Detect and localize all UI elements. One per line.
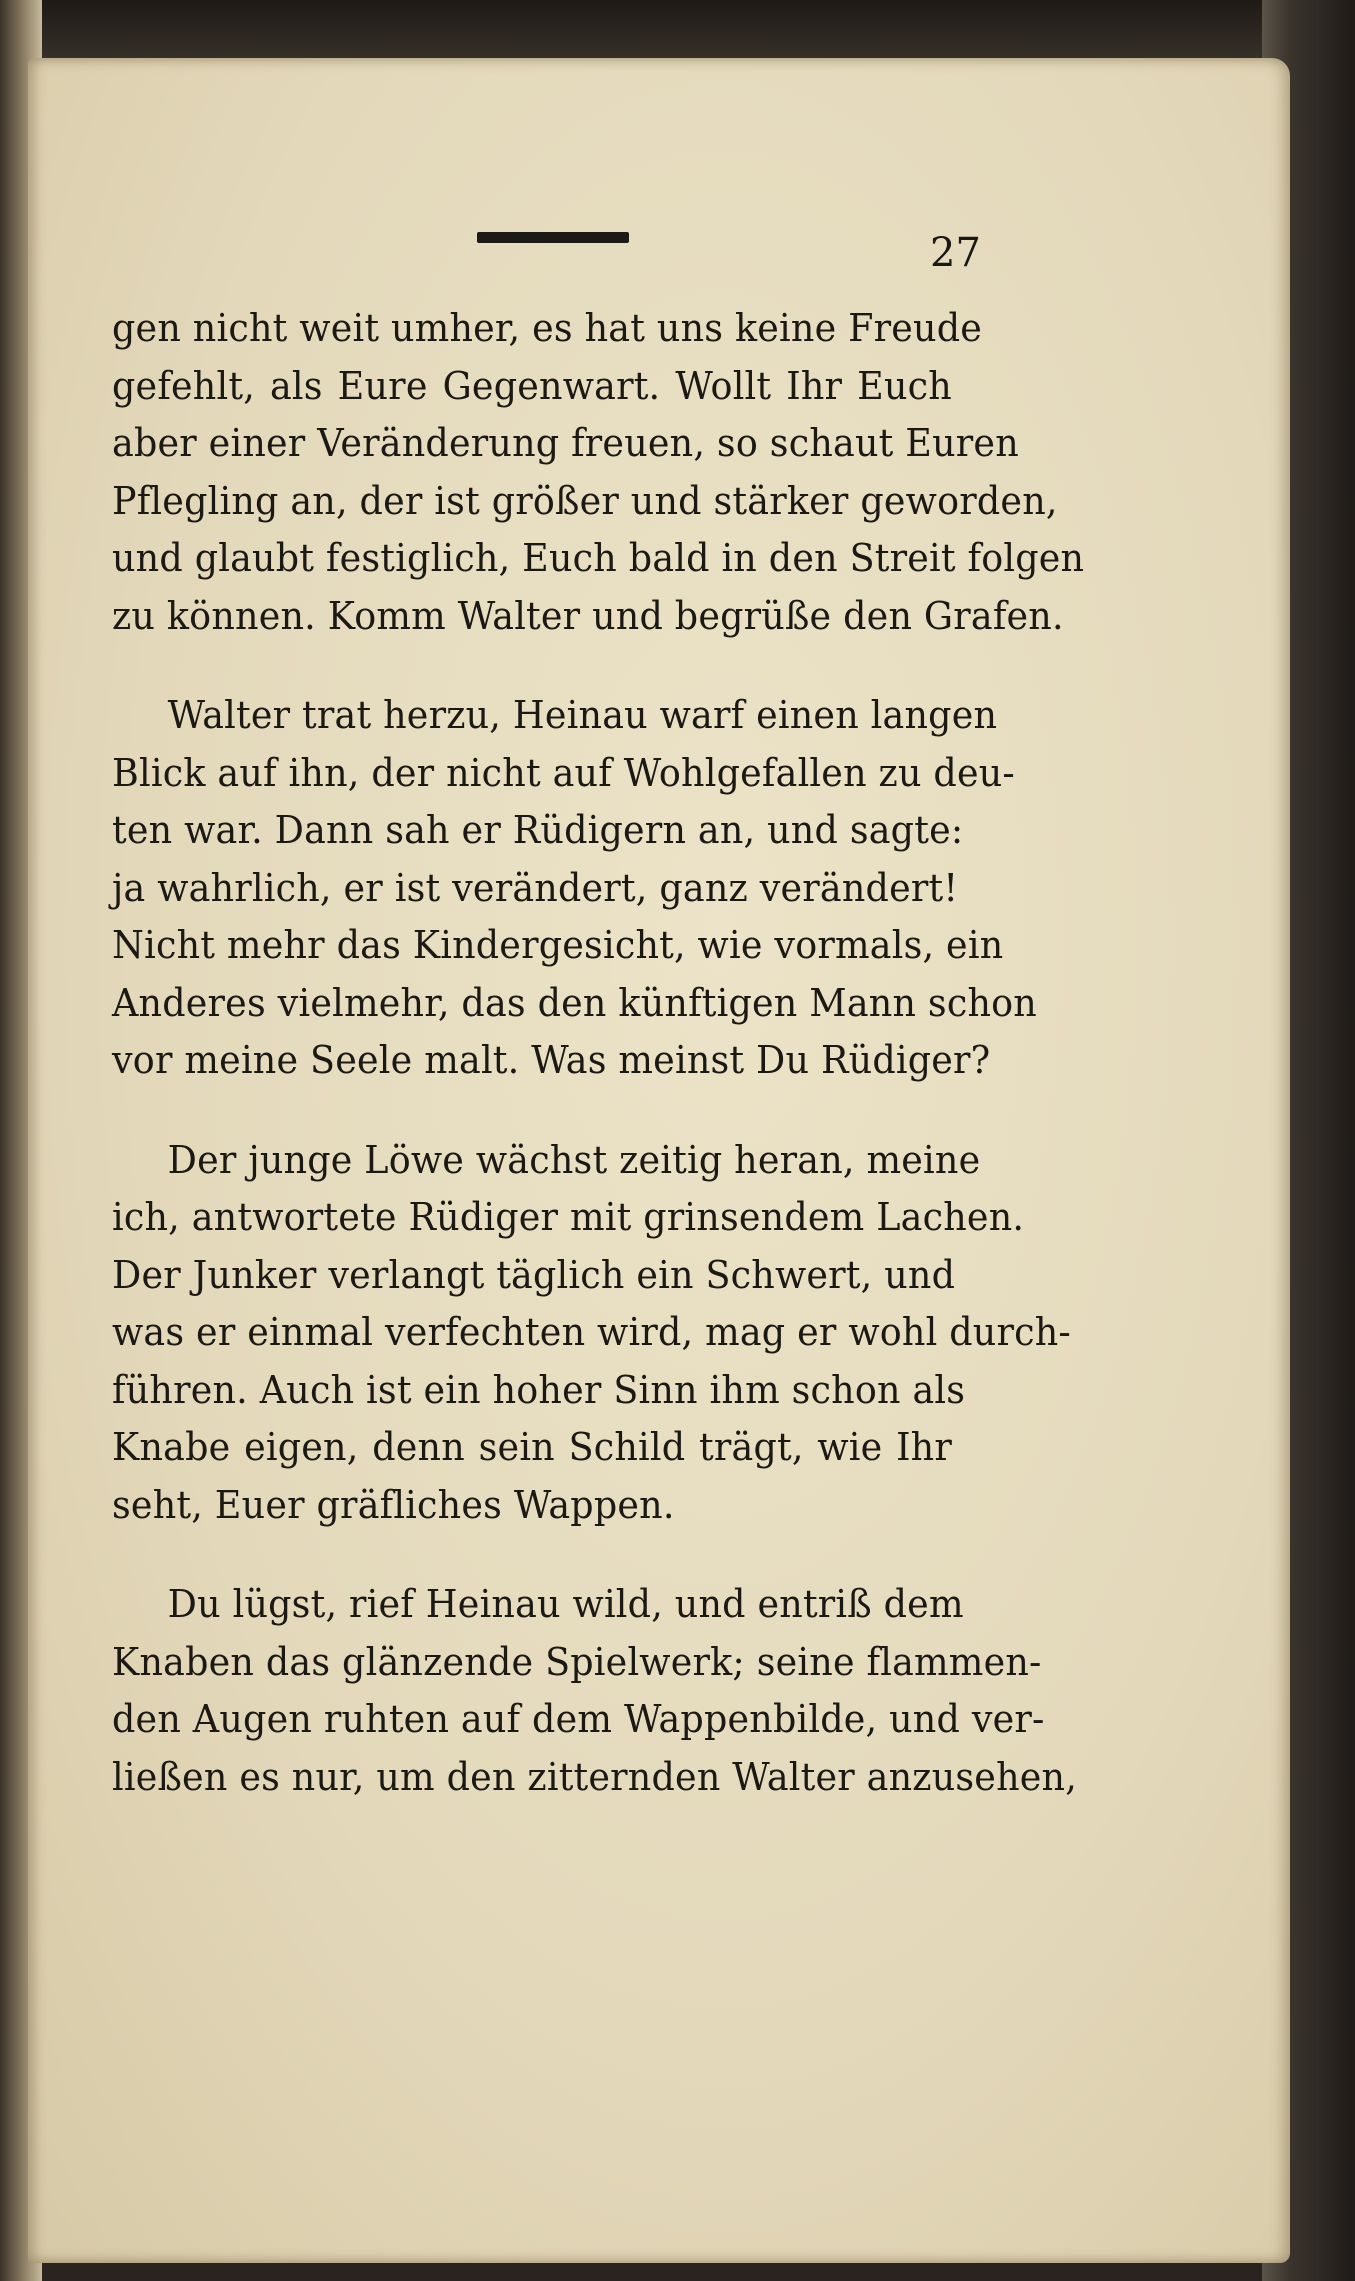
text-line: den Augen ruhten auf dem Wappenbilde, und ver- — [112, 1697, 1045, 1741]
text-line: vor meine Seele malt. Was meinst Du Rüdiger? — [112, 1038, 991, 1082]
text-line: Nicht mehr das Kindergesicht, wie vormals, ein — [112, 923, 1004, 967]
text-line: Knabe eigen, denn sein Schild trägt, wie Ihr — [112, 1425, 952, 1469]
paragraph — [112, 1576, 1078, 1806]
text-line: seht, Euer gräfliches Wappen. — [112, 1482, 675, 1527]
text-line: Der junge Löwe wächst zeitig heran, meine — [167, 1137, 981, 1182]
paragraph — [112, 687, 1037, 1090]
text-line: aber einer Veränderung freuen, so schaut Euren — [112, 421, 1019, 465]
text-line: ja wahrlich, er ist verändert, ganz verändert! — [112, 865, 959, 910]
text-line: ließen es nur, um den zitternden Walter anzusehen, — [112, 1754, 1078, 1799]
body-text — [112, 300, 1085, 1806]
text-line: und glaubt festiglich, Euch bald in den Streit folgen — [112, 536, 1085, 580]
text-line: ich, antwortete Rüdiger mit grinsendem Lachen. — [112, 1195, 1025, 1239]
text-line: Pflegling an, der ist größer und stärker geworden, — [112, 478, 1058, 523]
text-line: führen. Auch ist ein hoher Sinn ihm schon als — [112, 1367, 966, 1412]
text-line: Der Junker verlangt täglich ein Schwert, und — [112, 1252, 956, 1297]
text-line: was er einmal verfechten wird, mag er wohl durch- — [112, 1310, 1071, 1354]
text-line: gefehlt, als Eure Gegenwart. Wollt Ihr Euch — [112, 363, 952, 408]
page-number: 27 — [930, 230, 981, 276]
text-line: Knaben das glänzende Spielwerk; seine flammen- — [112, 1639, 1042, 1684]
text-line: zu können. Komm Walter und begrüße den Grafen. — [112, 593, 1064, 638]
header-rule — [477, 232, 629, 243]
text-line: ten war. Dann sah er Rüdigern an, und sagte: — [112, 808, 964, 852]
paragraph — [112, 1132, 1071, 1535]
text-line: Walter trat herzu, Heinau warf einen langen — [167, 693, 998, 737]
text-line: Blick auf ihn, der nicht auf Wohlgefallen zu deu- — [112, 750, 1015, 795]
text-line: Anderes vielmehr, das den künftigen Mann schon — [112, 980, 1037, 1025]
text-line: Du lügst, rief Heinau wild, und entriß dem — [167, 1582, 964, 1626]
paragraph — [112, 300, 1085, 645]
text-line: gen nicht weit umher, es hat uns keine Freude — [112, 306, 983, 350]
